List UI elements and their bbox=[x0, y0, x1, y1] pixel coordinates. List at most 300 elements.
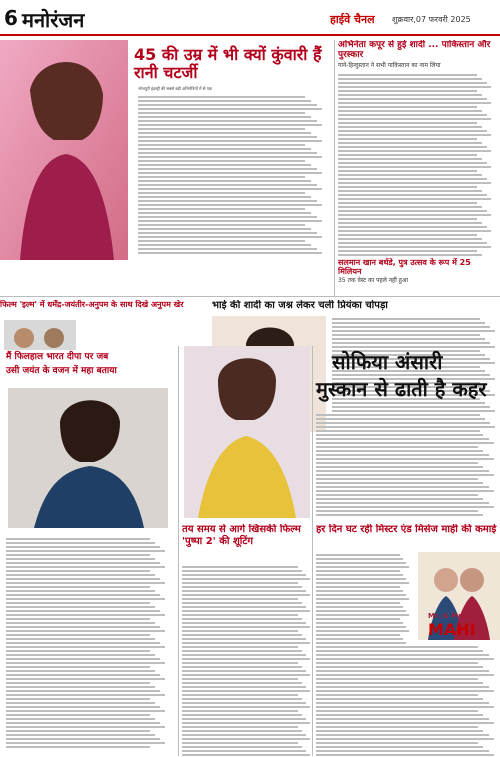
text-line bbox=[138, 240, 305, 242]
text-line bbox=[338, 186, 477, 188]
text-line bbox=[6, 602, 150, 604]
text-line bbox=[316, 670, 489, 672]
text-line bbox=[182, 566, 298, 568]
text-line bbox=[338, 210, 487, 212]
text-line bbox=[6, 570, 150, 572]
text-line bbox=[316, 746, 483, 748]
text-line bbox=[182, 570, 302, 572]
text-line bbox=[316, 502, 489, 504]
text-line bbox=[182, 618, 302, 620]
text-line bbox=[316, 450, 483, 452]
text-line bbox=[182, 690, 310, 692]
text-line bbox=[338, 126, 482, 128]
text-line bbox=[332, 322, 485, 324]
text-line bbox=[182, 694, 298, 696]
pakistan-subhead: गाने-हिन्दुस्तान ने सभी पाकिस्तान का नाम लिया bbox=[338, 62, 441, 69]
text-line bbox=[316, 590, 403, 592]
text-line bbox=[138, 168, 317, 170]
text-line bbox=[338, 238, 482, 240]
text-line bbox=[6, 586, 150, 588]
text-line bbox=[6, 590, 155, 592]
text-line bbox=[6, 726, 165, 728]
text-line bbox=[182, 578, 310, 580]
text-line bbox=[6, 686, 155, 688]
text-line bbox=[6, 694, 165, 696]
text-line bbox=[316, 690, 494, 692]
text-line bbox=[138, 104, 317, 106]
text-line bbox=[138, 112, 305, 114]
page-number: 6 bbox=[4, 6, 18, 30]
text-line bbox=[182, 710, 298, 712]
film-ilm-headline: फिल्म 'इल्म' में धर्मेंद्र-जयंतीर-अनुपम के साथ दिखे अनुपम खेर bbox=[0, 300, 184, 309]
text-line bbox=[6, 538, 150, 540]
text-line bbox=[338, 222, 482, 224]
text-line bbox=[338, 198, 491, 200]
tiffany-text-lines bbox=[6, 536, 170, 748]
text-line bbox=[138, 96, 305, 98]
text-line bbox=[182, 614, 298, 616]
sofia-headline-1: सोफिया अंसारी bbox=[332, 350, 443, 374]
text-line bbox=[316, 446, 478, 448]
text-line bbox=[6, 574, 155, 576]
text-line bbox=[316, 646, 478, 648]
text-line bbox=[338, 174, 482, 176]
text-line bbox=[182, 726, 298, 728]
text-line bbox=[332, 334, 480, 336]
text-line bbox=[338, 234, 477, 236]
text-line bbox=[182, 590, 306, 592]
salman-story bbox=[338, 258, 496, 296]
text-line bbox=[316, 602, 400, 604]
text-line bbox=[6, 742, 165, 744]
text-line bbox=[338, 250, 477, 252]
rani-text-lines bbox=[138, 94, 328, 254]
text-line bbox=[316, 478, 478, 480]
text-line bbox=[6, 690, 160, 692]
text-line bbox=[316, 742, 478, 744]
text-line bbox=[338, 78, 482, 80]
text-line bbox=[316, 430, 478, 432]
text-line bbox=[316, 622, 403, 624]
text-line bbox=[338, 146, 487, 148]
text-line bbox=[338, 166, 491, 168]
text-line bbox=[138, 228, 311, 230]
rani-photo bbox=[0, 40, 128, 260]
mahi-poster bbox=[418, 552, 500, 640]
text-line bbox=[6, 714, 150, 716]
text-line bbox=[182, 666, 302, 668]
text-line bbox=[6, 682, 150, 684]
rani-headline: 45 की उम्र में भी क्यों कुंवारी हैं रानी चटर्जी bbox=[134, 45, 322, 82]
text-line bbox=[6, 558, 155, 560]
text-line bbox=[332, 342, 490, 344]
text-line bbox=[6, 710, 165, 712]
rani-story bbox=[0, 40, 332, 260]
text-line bbox=[138, 232, 317, 234]
text-line bbox=[316, 414, 478, 416]
text-line bbox=[338, 142, 482, 144]
text-line bbox=[6, 546, 160, 548]
text-line bbox=[138, 140, 322, 142]
text-line bbox=[138, 184, 317, 186]
text-line bbox=[182, 662, 298, 664]
text-line bbox=[316, 678, 478, 680]
text-line bbox=[316, 494, 478, 496]
text-line bbox=[138, 236, 322, 238]
text-line bbox=[316, 674, 494, 676]
salman-headline: सलमान खान बर्थडे, पुत्र उत्सव के रूप में 25 मिलियन bbox=[338, 258, 471, 276]
tiffany-headline: मैं फिलहाल भारत दीपा पर जब bbox=[6, 352, 109, 362]
text-line bbox=[338, 90, 477, 92]
text-line bbox=[138, 244, 311, 246]
text-line bbox=[6, 566, 165, 568]
text-line bbox=[338, 182, 491, 184]
text-line bbox=[6, 578, 160, 580]
text-line bbox=[138, 148, 311, 150]
text-line bbox=[316, 482, 483, 484]
text-line bbox=[138, 172, 322, 174]
text-line bbox=[332, 318, 480, 320]
text-line bbox=[316, 498, 483, 500]
mahi-headline: हर दिन घट रही मिस्टर एंड मिसेज माही की कमाई bbox=[316, 524, 497, 535]
text-line bbox=[316, 582, 409, 584]
text-line bbox=[316, 470, 489, 472]
text-line bbox=[138, 160, 305, 162]
text-line bbox=[6, 638, 155, 640]
text-line bbox=[6, 634, 150, 636]
text-line bbox=[182, 670, 306, 672]
text-line bbox=[6, 702, 155, 704]
text-line bbox=[182, 606, 306, 608]
text-line bbox=[338, 158, 482, 160]
text-line bbox=[6, 706, 160, 708]
text-line bbox=[316, 574, 403, 576]
text-line bbox=[316, 438, 489, 440]
text-line bbox=[6, 582, 165, 584]
text-line bbox=[182, 650, 302, 652]
text-line bbox=[138, 208, 305, 210]
text-line bbox=[316, 726, 478, 728]
text-line bbox=[338, 118, 491, 120]
priyanka-headline: भाई की शादी का जश्न लेकर चली प्रियंका चोपड़ा bbox=[212, 300, 388, 311]
text-line bbox=[338, 170, 477, 172]
text-line bbox=[138, 144, 305, 146]
text-line bbox=[182, 730, 302, 732]
text-line bbox=[182, 698, 302, 700]
sofia-photo bbox=[184, 346, 310, 518]
text-line bbox=[138, 216, 317, 218]
text-line bbox=[316, 598, 409, 600]
text-line bbox=[182, 630, 298, 632]
text-line bbox=[138, 224, 305, 226]
text-line bbox=[182, 750, 306, 752]
text-line bbox=[316, 734, 489, 736]
text-line bbox=[316, 434, 483, 436]
text-line bbox=[138, 192, 305, 194]
text-line bbox=[316, 694, 478, 696]
text-line bbox=[338, 162, 487, 164]
text-line bbox=[138, 108, 322, 110]
text-line bbox=[182, 706, 310, 708]
text-line bbox=[338, 74, 477, 76]
text-line bbox=[6, 738, 160, 740]
text-line bbox=[316, 662, 478, 664]
text-line bbox=[138, 204, 322, 206]
text-line bbox=[316, 610, 406, 612]
text-line bbox=[138, 132, 311, 134]
tiffany-photo bbox=[8, 388, 168, 528]
text-line bbox=[338, 226, 487, 228]
text-line bbox=[316, 698, 483, 700]
text-line bbox=[138, 100, 311, 102]
text-line bbox=[6, 670, 155, 672]
text-line bbox=[338, 94, 482, 96]
mahi-poster-sub: Mr. & Mrs. bbox=[428, 612, 469, 620]
text-line bbox=[182, 718, 306, 720]
text-line bbox=[316, 454, 489, 456]
text-line bbox=[6, 650, 150, 652]
text-line bbox=[182, 586, 302, 588]
text-line bbox=[316, 682, 483, 684]
text-line bbox=[138, 180, 311, 182]
text-line bbox=[182, 626, 310, 628]
text-line bbox=[316, 730, 483, 732]
text-line bbox=[6, 722, 160, 724]
text-line bbox=[182, 674, 310, 676]
text-line bbox=[316, 514, 483, 516]
text-line bbox=[138, 156, 322, 158]
text-line bbox=[316, 578, 406, 580]
text-line bbox=[316, 710, 478, 712]
text-line bbox=[338, 254, 482, 256]
text-line bbox=[182, 754, 310, 756]
text-line bbox=[316, 458, 494, 460]
text-line bbox=[316, 566, 409, 568]
pushpa-headline: तय समय से आगे खिसकी फिल्म 'पुष्पा 2' की शूटिंग bbox=[182, 524, 301, 547]
text-line bbox=[338, 106, 477, 108]
text-line bbox=[6, 626, 160, 628]
text-line bbox=[316, 722, 494, 724]
text-line bbox=[182, 734, 306, 736]
text-line bbox=[338, 130, 487, 132]
text-line bbox=[138, 188, 322, 190]
text-line bbox=[338, 82, 487, 84]
text-line bbox=[316, 606, 403, 608]
text-line bbox=[316, 686, 489, 688]
text-line bbox=[182, 702, 306, 704]
rani-photo-art bbox=[0, 40, 128, 260]
text-line bbox=[182, 714, 302, 716]
text-line bbox=[138, 248, 317, 250]
text-line bbox=[316, 638, 403, 640]
text-line bbox=[6, 618, 150, 620]
text-line bbox=[6, 646, 165, 648]
issue-date: शुक्रवार,07 फरवरी 2025 bbox=[392, 15, 471, 24]
text-line bbox=[316, 714, 483, 716]
page-header bbox=[0, 0, 500, 36]
text-line bbox=[182, 722, 310, 724]
text-line bbox=[138, 116, 311, 118]
pakistan-text-lines bbox=[338, 72, 496, 258]
text-line bbox=[138, 176, 305, 178]
text-line bbox=[138, 220, 322, 222]
column-divider-right bbox=[334, 40, 335, 296]
text-line bbox=[6, 654, 155, 656]
mahi-story bbox=[316, 524, 500, 756]
text-line bbox=[6, 606, 155, 608]
text-line bbox=[6, 622, 155, 624]
text-line bbox=[338, 230, 491, 232]
text-line bbox=[332, 326, 490, 328]
text-line bbox=[316, 738, 494, 740]
text-line bbox=[316, 666, 483, 668]
rani-caption: भोजपुरी इंडस्ट्री की सबसे बड़ी अभिनेत्रियों में से एक bbox=[138, 86, 213, 91]
text-line bbox=[338, 138, 477, 140]
text-line bbox=[6, 594, 160, 596]
text-line bbox=[138, 152, 317, 154]
text-line bbox=[6, 642, 160, 644]
text-line bbox=[316, 618, 400, 620]
text-line bbox=[316, 750, 489, 752]
text-line bbox=[316, 706, 494, 708]
text-line bbox=[182, 738, 310, 740]
text-line bbox=[338, 242, 487, 244]
text-line bbox=[6, 658, 160, 660]
column-divider-left bbox=[178, 346, 179, 756]
text-line bbox=[338, 246, 491, 248]
text-line bbox=[316, 426, 494, 428]
text-line bbox=[316, 422, 489, 424]
text-line bbox=[316, 718, 489, 720]
text-line bbox=[138, 196, 311, 198]
text-line bbox=[138, 120, 317, 122]
text-line bbox=[316, 562, 406, 564]
section-divider bbox=[0, 296, 500, 297]
text-line bbox=[182, 646, 298, 648]
text-line bbox=[316, 586, 400, 588]
text-line bbox=[182, 682, 302, 684]
mahi-text-lines-lower bbox=[316, 644, 500, 756]
text-line bbox=[138, 200, 317, 202]
text-line bbox=[338, 206, 482, 208]
text-line bbox=[316, 650, 483, 652]
text-line bbox=[6, 610, 160, 612]
text-line bbox=[316, 626, 406, 628]
text-line bbox=[316, 486, 489, 488]
text-line bbox=[138, 128, 305, 130]
text-line bbox=[138, 212, 311, 214]
text-line bbox=[6, 698, 150, 700]
text-line bbox=[316, 754, 494, 756]
text-line bbox=[6, 662, 165, 664]
text-line bbox=[6, 598, 165, 600]
section-title: मनोरंजन bbox=[22, 8, 85, 32]
text-line bbox=[338, 114, 487, 116]
text-line bbox=[338, 86, 491, 88]
text-line bbox=[138, 164, 311, 166]
text-line bbox=[338, 122, 477, 124]
text-line bbox=[338, 102, 491, 104]
text-line bbox=[338, 150, 491, 152]
text-line bbox=[6, 614, 165, 616]
text-line bbox=[182, 582, 298, 584]
text-line bbox=[182, 642, 310, 644]
text-line bbox=[332, 330, 495, 332]
text-line bbox=[6, 562, 160, 564]
pakistan-story bbox=[338, 40, 496, 258]
pushpa-text-lines bbox=[182, 564, 314, 756]
text-line bbox=[182, 678, 298, 680]
sofia-text-lines bbox=[316, 412, 500, 516]
text-line bbox=[6, 730, 150, 732]
text-line bbox=[338, 194, 487, 196]
text-line bbox=[338, 110, 482, 112]
tiffany-subhead: उसी जयंत के वजन में महा बताया bbox=[6, 366, 117, 376]
text-line bbox=[316, 466, 483, 468]
text-line bbox=[316, 614, 409, 616]
brand-name: हाईवे चैनल bbox=[330, 13, 375, 26]
text-line bbox=[6, 674, 160, 676]
text-line bbox=[316, 702, 489, 704]
text-line bbox=[138, 252, 322, 254]
text-line bbox=[338, 134, 491, 136]
text-line bbox=[338, 178, 487, 180]
text-line bbox=[182, 602, 302, 604]
text-line bbox=[316, 594, 406, 596]
text-line bbox=[316, 654, 489, 656]
sofia-photo-art bbox=[184, 346, 310, 518]
film-ilm-story bbox=[0, 300, 210, 350]
mahi-poster-title: MAHI bbox=[428, 620, 476, 639]
tiffany-story bbox=[0, 346, 176, 756]
text-line bbox=[182, 634, 302, 636]
text-line bbox=[316, 510, 478, 512]
text-line bbox=[332, 338, 485, 340]
sofia-headline-2: मुस्कान से ढाती है कहर bbox=[316, 377, 487, 401]
text-line bbox=[182, 638, 306, 640]
text-line bbox=[338, 202, 477, 204]
tiffany-photo-art bbox=[8, 388, 168, 528]
text-line bbox=[6, 554, 150, 556]
text-line bbox=[6, 746, 150, 748]
text-line bbox=[182, 658, 310, 660]
text-line bbox=[6, 718, 155, 720]
text-line bbox=[338, 98, 487, 100]
text-line bbox=[316, 558, 403, 560]
text-line bbox=[338, 190, 482, 192]
text-line bbox=[6, 542, 155, 544]
text-line bbox=[6, 678, 165, 680]
pakistan-headline: अभिनेता कपूर से हुई शादी ... पाकिस्तान और पुरस्कार bbox=[338, 40, 491, 60]
text-line bbox=[338, 154, 477, 156]
text-line bbox=[182, 598, 298, 600]
text-line bbox=[316, 554, 400, 556]
text-line bbox=[138, 124, 322, 126]
text-line bbox=[316, 462, 478, 464]
text-line bbox=[182, 622, 306, 624]
text-line bbox=[316, 418, 483, 420]
text-line bbox=[316, 490, 494, 492]
text-line bbox=[6, 630, 165, 632]
text-line bbox=[6, 550, 165, 552]
text-line bbox=[338, 214, 491, 216]
text-line bbox=[338, 218, 477, 220]
text-line bbox=[138, 136, 317, 138]
text-line bbox=[182, 746, 302, 748]
rani-body bbox=[138, 86, 328, 254]
text-line bbox=[316, 634, 400, 636]
text-line bbox=[182, 654, 306, 656]
